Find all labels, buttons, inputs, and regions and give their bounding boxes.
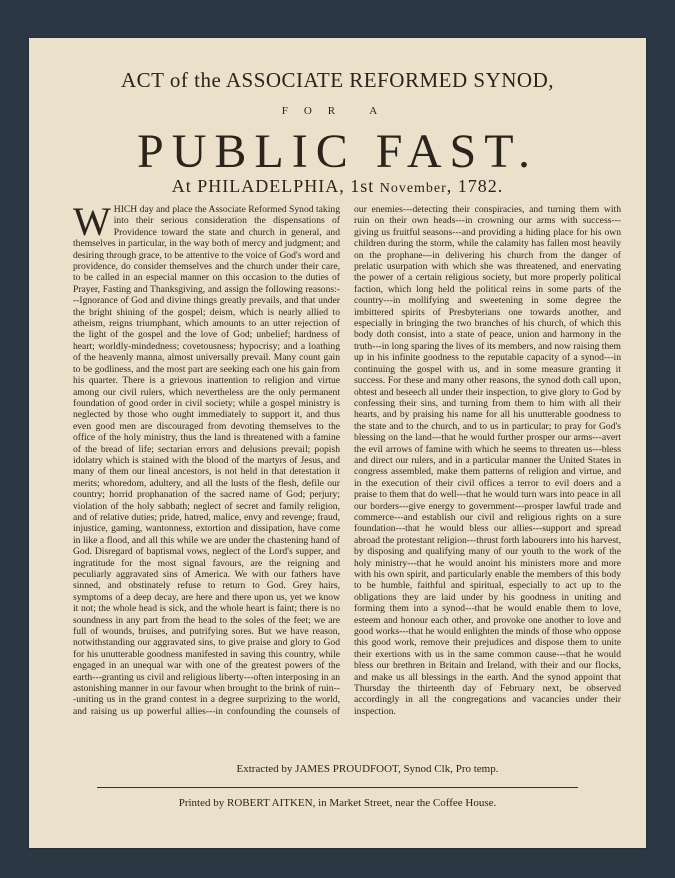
- title-place: At PHILADELPHIA, 1st: [171, 176, 380, 196]
- printer-imprint: Printed by ROBERT AITKEN, in Market Street, near the Coffee House.: [178, 797, 497, 809]
- signature-line: Extracted by JAMES PROUDFOOT, Synod Clk, Pro temp.: [236, 763, 499, 775]
- body-paragraph: HICH day and place the Associate Reformed Synod taking into their serious consideration the dispensations of Providence toward the state and church in general, and themselves in particular, in the way both of mercy and judgment; and desiring through grace, to be attentive to the voice of God's word and providence, do consider themselves and the church under their care, to be called in an especial manner on this occasion to the duties of Prayer, Fasting and Thanksgiving, and assign the following reasons:---Ignorance of God and divine things greatly prevails, and that under the bright shining of the gospel; deism, which is nearly allied to atheism, reigns triumphant, which amounts to an utter rejection of the light of the gospel and the love of God; unbelief; hardness of heart; worldly-mindedness; covetousness; hypocrisy; and a loathing of the heavenly manna, almost universally prevail. Many count gain to be godliness, and the most part are seeking each one his gain from his quarter. There is a grievous inattention to religion and virtue among our civil rulers, which nevertheless are the only permanent foundation of good order in civil society; while a gospel ministry is neglected by those who ought immediately to support it, and thus even good men are discouraged from devoting themselves to the office of the holy ministry, thus the land is threatened with a famine of the bread of life; sectarian errors and delusions prevail; popish idolatry which is stained with the blood of the martyrs of Jesus, and many of them our lineal ancestors, is not held in that detestation it merits; whoredom, adultery, and all the lusts of the flesh, defile our country; horrid prophanation of the sacred name of God; perjury; violation of the holy sabbath; neglect of secret and family religion, and of relative duties; pride, hatred, malice, envy and revenge; fraud, injustice, gaming, wantonness, extortion and dissipation, have come in like a flood, and all this while we are under the chastening hand of God. Disregard of baptismal vows, neglect of the Lord's supper, and ingratitude for the most signal favours, are the reigning and peculiarly aggravated sins of America. We with our fathers have sinned, and obstinately refuse to return to God. Grey hairs, symptoms of a deep decay, are here and there upon us, yet we know it not; the whole head is sick, and the whole heart is faint; there is no soundness in any part from the head to the soles of the feet; we are full of wounds, bruises, and putrifying sores. But we have reason, notwithstanding our aggravated sins, to give praise and glory to God for his unutterable goodness manifested in saving this country, while engaged in an unequal war with one of the greatest powers of the earth---granting us civil and religious liberty---often interposing in an astonishing manner in our favour when brought to the brink of ruin---uniting us in the grand contest in a degree surprizing to the world, and raising us up powerful allies---in confounding the counsels of our enemies---detecting their conspiracies, and turning them with ruin on their own heads---in crowning our arms with success---giving us fruitful seasons---and providing a hiding place for his own children during the storm, while the calamity has fallen most heavily on the prophane---in delivering his church from the danger of prelatic usurpation with which she was threatened, and enervating the power of a certain religious society, but more properly political faction, which long held the political reins in some parts of the country---in mollifying and sweetening in some degree the imbittered spirits of Presbyterians one towards another, and especially in bringing the two branches of his church, of which this body doth consist, into a state of peace, union and harmony in the truth---in long sparing the lives of its members, and now raising them up in his infinite goodness to the reputable capacity of a synod---in continuing the gospel with us, and in some measure granting it success. For these and many other reasons, the synod doth call upon, obtest and beseech all under their inspection, to give glory to God by confessing their sins, and turning from them to him with all their hearts, and by praising his name for all his unutterable goodness to the state and to the church, and to us in particular; to pray for God's blessing on the land---that he would further prosper our arms---avert the evil arrows of famine with which he seems to threaten us---bless and direct our rulers, and in a particular manner the United States in congress assembled, make them patterns of religion and virtue, and in the execution of their civil offices a terror to evil doers and a praise to them that do well---that he would turn wars into peace in all our borders---give energy to government---prosper lawful trade and commerce---and establish our civil and religious rights on a sure foundation---that he would bless our allies---support and spread abroad the protestant religion---thrust forth labourers into his harvest, by disposing and qualifying many of our youth to the work of the holy ministry---that he would anoint his ministers more and more with his own spirit, and particularly enable the members of this body to be humble, faithful and spiritual, especially to act up to the obligations they are laid under by his goodness in uniting and forming them into a synod---that he would enable them to love, esteem and honour each other, and provoke one another to love and good works---that he would enlighten the minds of those who oppose this good work, remove their prejudices and dispose them to unite their exertions with us in the same common cause---that he would bless our brethren in Britain and Ireland, with their and our flocks, and make us all blessings in the earth. And the synod appoint that Thursday the thirteenth day of February next, be observed accordingly in all the congregations and vacancies under their inspection.: [73, 204, 621, 717]
- title-line-1: ACT of the ASSOCIATE REFORMED SYNOD,: [121, 68, 554, 92]
- title-main: PUBLIC FAST.: [137, 125, 538, 178]
- drop-cap: W: [73, 204, 111, 244]
- title-year: , 1782.: [446, 176, 504, 196]
- title-month: November: [379, 181, 447, 196]
- body-text: [73, 204, 621, 796]
- broadside-sheet: [29, 38, 646, 848]
- divider-rule: [97, 787, 578, 788]
- title-line-2: FOR A: [281, 105, 394, 117]
- title-place-date: [29, 176, 646, 197]
